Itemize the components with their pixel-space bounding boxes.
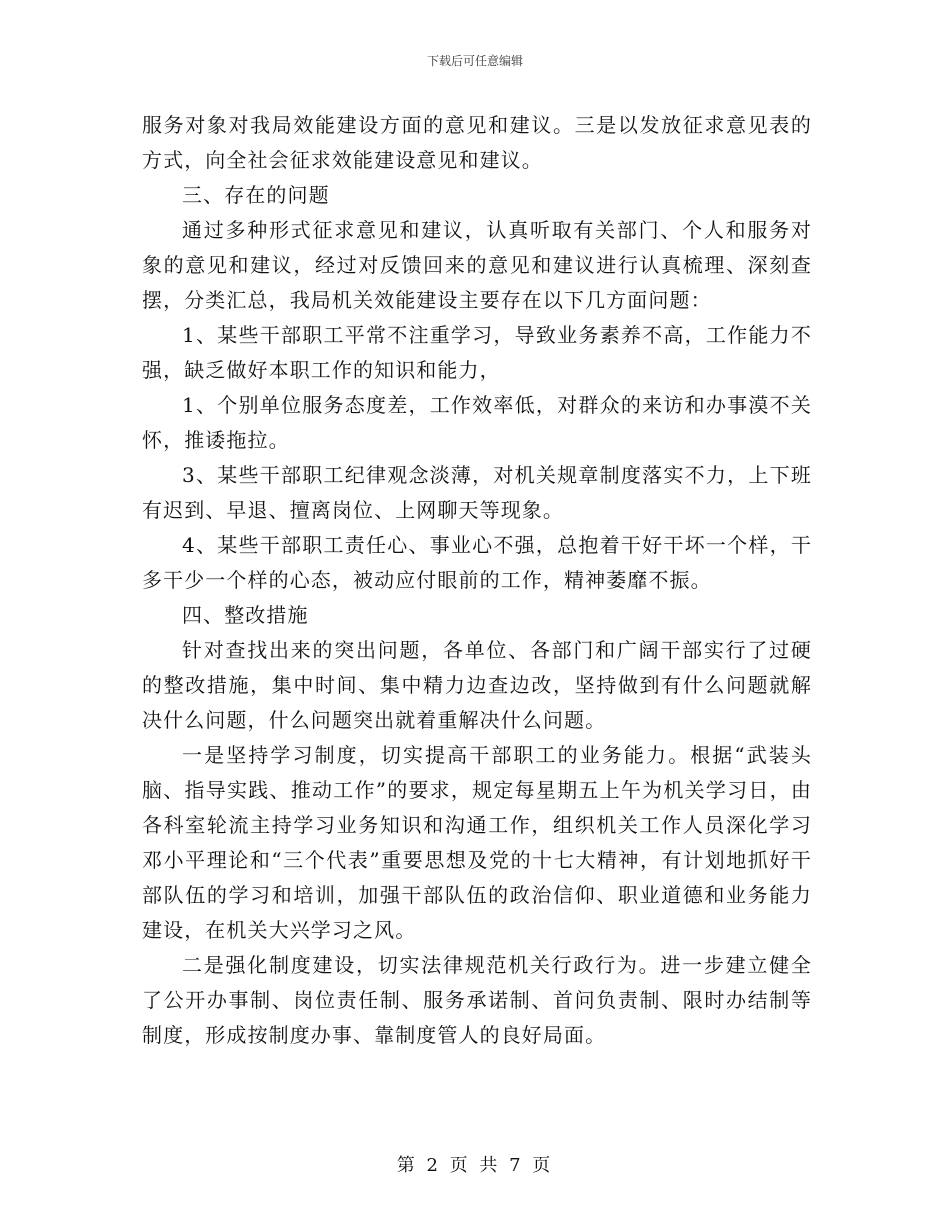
paragraph-problem-4: 4、某些干部职工责任心、事业心不强，总抱着干好干坏一个样，干多干少一个样的心态，被动应付眼前的工作，精神萎靡不振。	[142, 533, 812, 592]
paragraph-measure-1: 一是坚持学习制度，切实提高干部职工的业务能力。根据“武装头脑、指导实践、推动工作”的要求，规定每星期五上午为机关学习日，由各科室轮流主持学习业务知识和沟通工作，组织机关工作人员深化学习邓小平理论和“三个代表”重要思想及党的十七大精神，有计划地抓好干部队伍的学习和培训，加强干部队伍的政治信仰、职业道德和业务能力建设，在机关大兴学习之风。	[142, 743, 812, 942]
paragraph-problem-3: 3、某些干部职工纪律观念淡薄，对机关规章制度落实不力，上下班有迟到、早退、擅离岗位、上网聊天等现象。	[142, 463, 812, 522]
paragraph-measures-intro: 针对查找出来的突出问题，各单位、各部门和广阔干部实行了过硬的整改措施，集中时间、集中精力边查边改，坚持做到有什么问题就解决什么问题，什么问题突出就着重解决什么问题。	[142, 638, 812, 732]
paragraph-problem-1: 1、某些干部职工平常不注重学习，导致业务素养不高，工作能力不强，缺乏做好本职工作的知识和能力，	[142, 323, 812, 382]
page-header: 下载后可任意编辑	[426, 54, 523, 68]
paragraph-problem-2: 1、个别单位服务态度差，工作效率低，对群众的来访和办事漠不关怀，推诿拖拉。	[142, 393, 812, 452]
section-heading-problems: 三、存在的问题	[182, 183, 330, 207]
page-number-footer: 第 2 页 共 7 页	[396, 1155, 554, 1176]
section-heading-measures: 四、整改措施	[182, 603, 309, 627]
paragraph-continuation: 服务对象对我局效能建设方面的意见和建议。三是以发放征求意见表的方式，向全社会征求效能建设意见和建议。	[142, 113, 812, 172]
paragraph-measure-2: 二是强化制度建设，切实法律规范机关行政行为。进一步建立健全了公开办事制、岗位责任制、服务承诺制、首问负责制、限时办结制等制度，形成按制度办事、靠制度管人的良好局面。	[142, 953, 812, 1047]
paragraph-problems-intro: 通过多种形式征求意见和建议，认真听取有关部门、个人和服务对象的意见和建议，经过对反馈回来的意见和建议进行认真梳理、深刻查摆，分类汇总，我局机关效能建设主要存在以下几方面问题：	[142, 218, 812, 312]
document-body	[142, 108, 812, 1053]
